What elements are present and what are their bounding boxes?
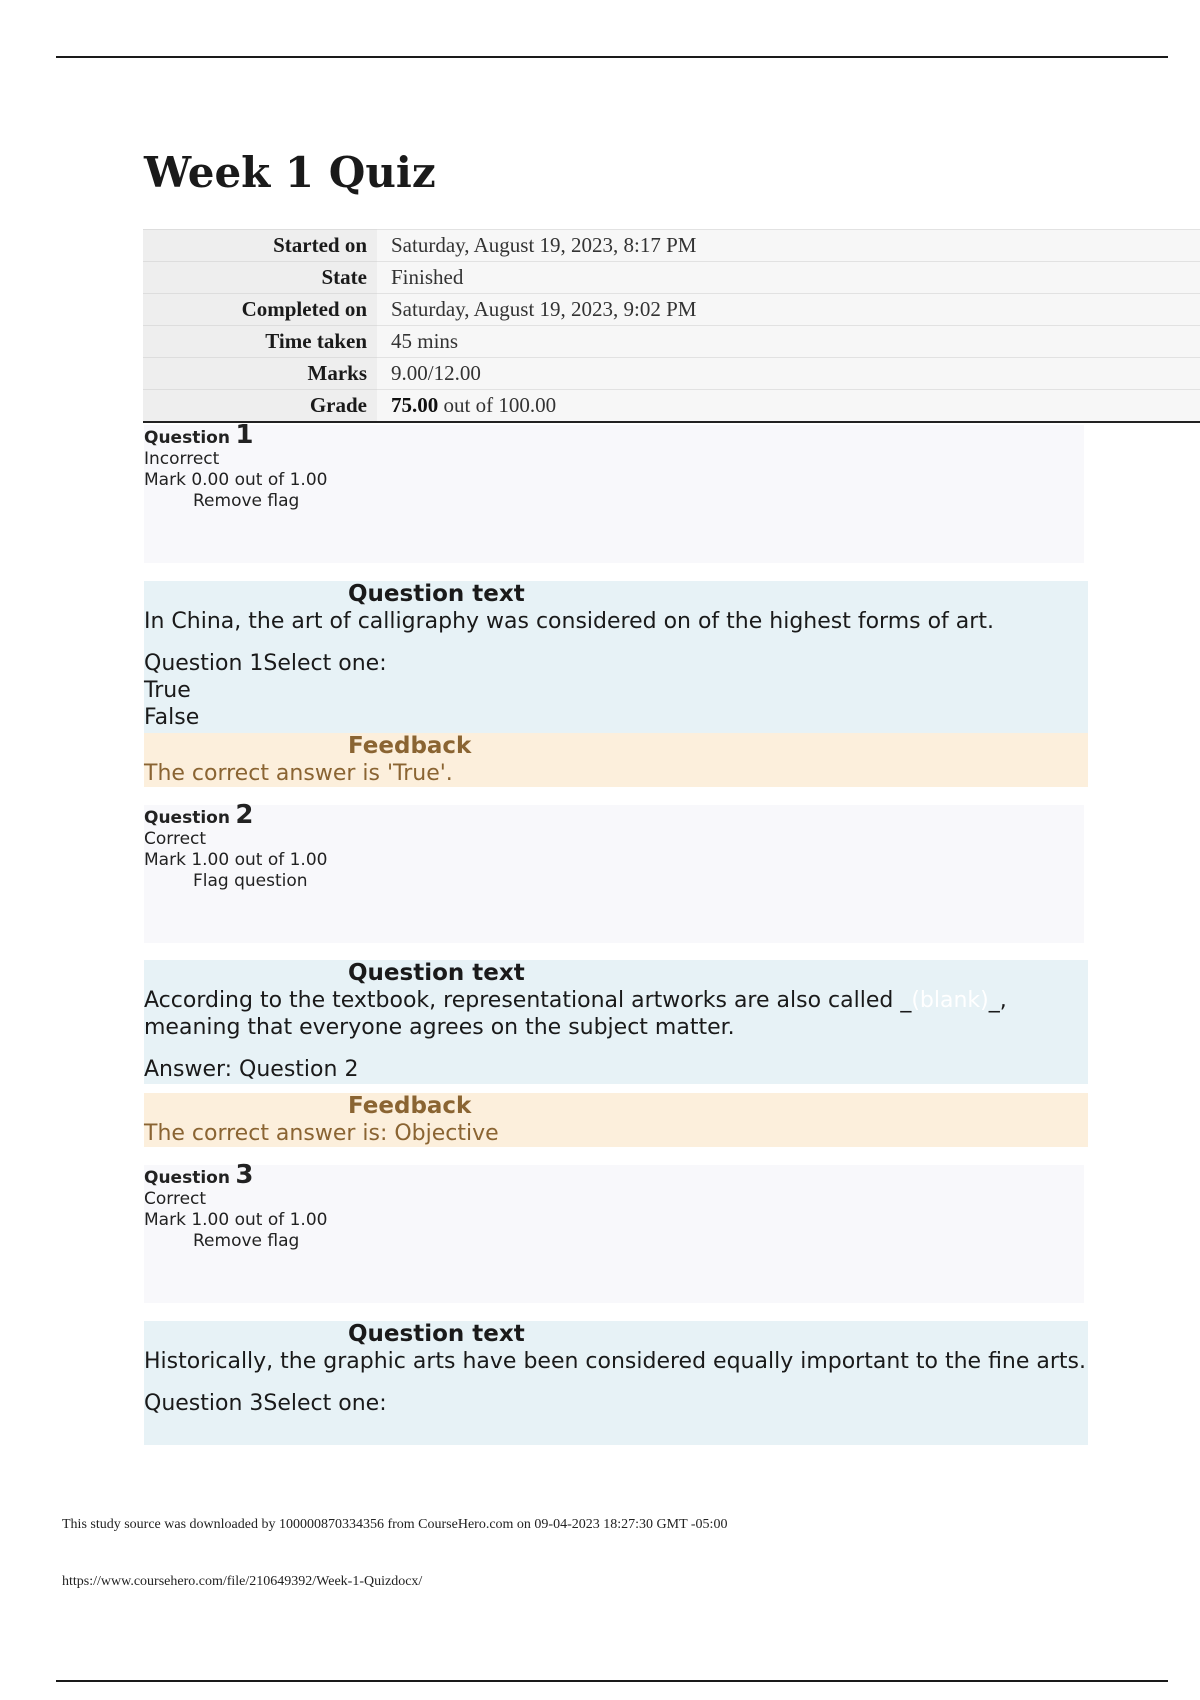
question-1-text: [144, 581, 1088, 733]
summary-label: Grade: [143, 390, 377, 422]
question-text-heading: Question text: [348, 581, 525, 607]
summary-value: 9.00/12.00: [377, 358, 1200, 390]
question-status: Correct: [144, 829, 207, 849]
summary-value: 45 mins: [377, 326, 1200, 358]
question-prompt: Question 3Select one:: [144, 1391, 387, 1416]
question-status: Correct: [144, 1189, 207, 1209]
feedback-text: The correct answer is: Objective: [144, 1121, 499, 1146]
question-number: 1: [235, 420, 254, 450]
summary-label: Started on: [143, 230, 377, 262]
summary-label: Completed on: [143, 294, 377, 326]
question-label: Question: [144, 808, 230, 828]
summary-row-marks: [143, 358, 1200, 390]
question-body-start: According to the textbook, representational artworks are also called _: [144, 988, 912, 1013]
question-status: Incorrect: [144, 449, 220, 469]
question-3-info: [144, 1160, 1084, 1303]
flag-question-link[interactable]: Flag question: [193, 871, 308, 891]
summary-row-state: [143, 262, 1200, 294]
answer-option-true[interactable]: True: [144, 678, 191, 703]
question-label: Question: [144, 1168, 230, 1188]
bottom-divider: [56, 1680, 1168, 1682]
source-notice: This study source was downloaded by 100000870334356 from CourseHero.com on 09-04-2023 18:27:30 GMT -05:00: [62, 1517, 728, 1532]
summary-value: Finished: [377, 262, 1200, 294]
question-1-info: [144, 420, 1084, 563]
summary-label: Time taken: [143, 326, 377, 358]
question-2-text: [144, 960, 1088, 1084]
question-prompt[interactable]: Answer: Question 2: [144, 1057, 359, 1082]
question-text-heading: Question text: [348, 960, 525, 986]
question-body: In China, the art of calligraphy was considered on of the highest forms of art.: [144, 609, 994, 634]
question-mark: Mark 0.00 out of 1.00: [144, 470, 328, 490]
summary-value: Saturday, August 19, 2023, 9:02 PM: [377, 294, 1200, 326]
question-1-feedback: [144, 733, 1088, 787]
attempt-summary-table: [143, 229, 1200, 423]
question-label: Question: [144, 428, 230, 448]
question-number: 2: [235, 800, 254, 830]
summary-row-grade: [143, 390, 1200, 422]
summary-value: Saturday, August 19, 2023, 8:17 PM: [377, 230, 1200, 262]
question-body: Historically, the graphic arts have been considered equally important to the fine arts.: [144, 1349, 1087, 1374]
question-mark: Mark 1.00 out of 1.00: [144, 850, 328, 870]
question-2-feedback: [144, 1093, 1088, 1147]
source-url[interactable]: https://www.coursehero.com/file/210649392/Week-1-Quizdocx/: [62, 1574, 423, 1589]
answer-blank: (blank): [911, 988, 989, 1013]
feedback-text: The correct answer is 'True'.: [144, 761, 453, 786]
question-body: [144, 987, 1088, 1041]
grade-out-of: out of 100.00: [438, 392, 557, 417]
question-prompt: Question 1Select one:: [144, 651, 387, 676]
summary-value: [377, 390, 1200, 422]
summary-row-completed: [143, 294, 1200, 326]
feedback-heading: Feedback: [348, 1093, 472, 1119]
question-number: 3: [235, 1160, 254, 1190]
remove-flag-link[interactable]: Remove flag: [193, 491, 300, 511]
feedback-heading: Feedback: [348, 733, 472, 759]
question-3-text: [144, 1321, 1088, 1445]
top-divider: [56, 56, 1168, 58]
remove-flag-link[interactable]: Remove flag: [193, 1231, 300, 1251]
question-text-heading: Question text: [348, 1321, 525, 1347]
summary-row-time: [143, 326, 1200, 358]
summary-label: Marks: [143, 358, 377, 390]
summary-label: State: [143, 262, 377, 294]
page-title: Week 1 Quiz: [144, 148, 436, 197]
summary-row-started: [143, 230, 1200, 262]
question-body-end: _, meaning that everyone agrees on the subject matter.: [144, 988, 1007, 1040]
question-mark: Mark 1.00 out of 1.00: [144, 1210, 328, 1230]
grade-score: 75.00: [391, 392, 439, 417]
answer-option-false[interactable]: False: [144, 705, 200, 730]
question-2-info: [144, 800, 1084, 943]
